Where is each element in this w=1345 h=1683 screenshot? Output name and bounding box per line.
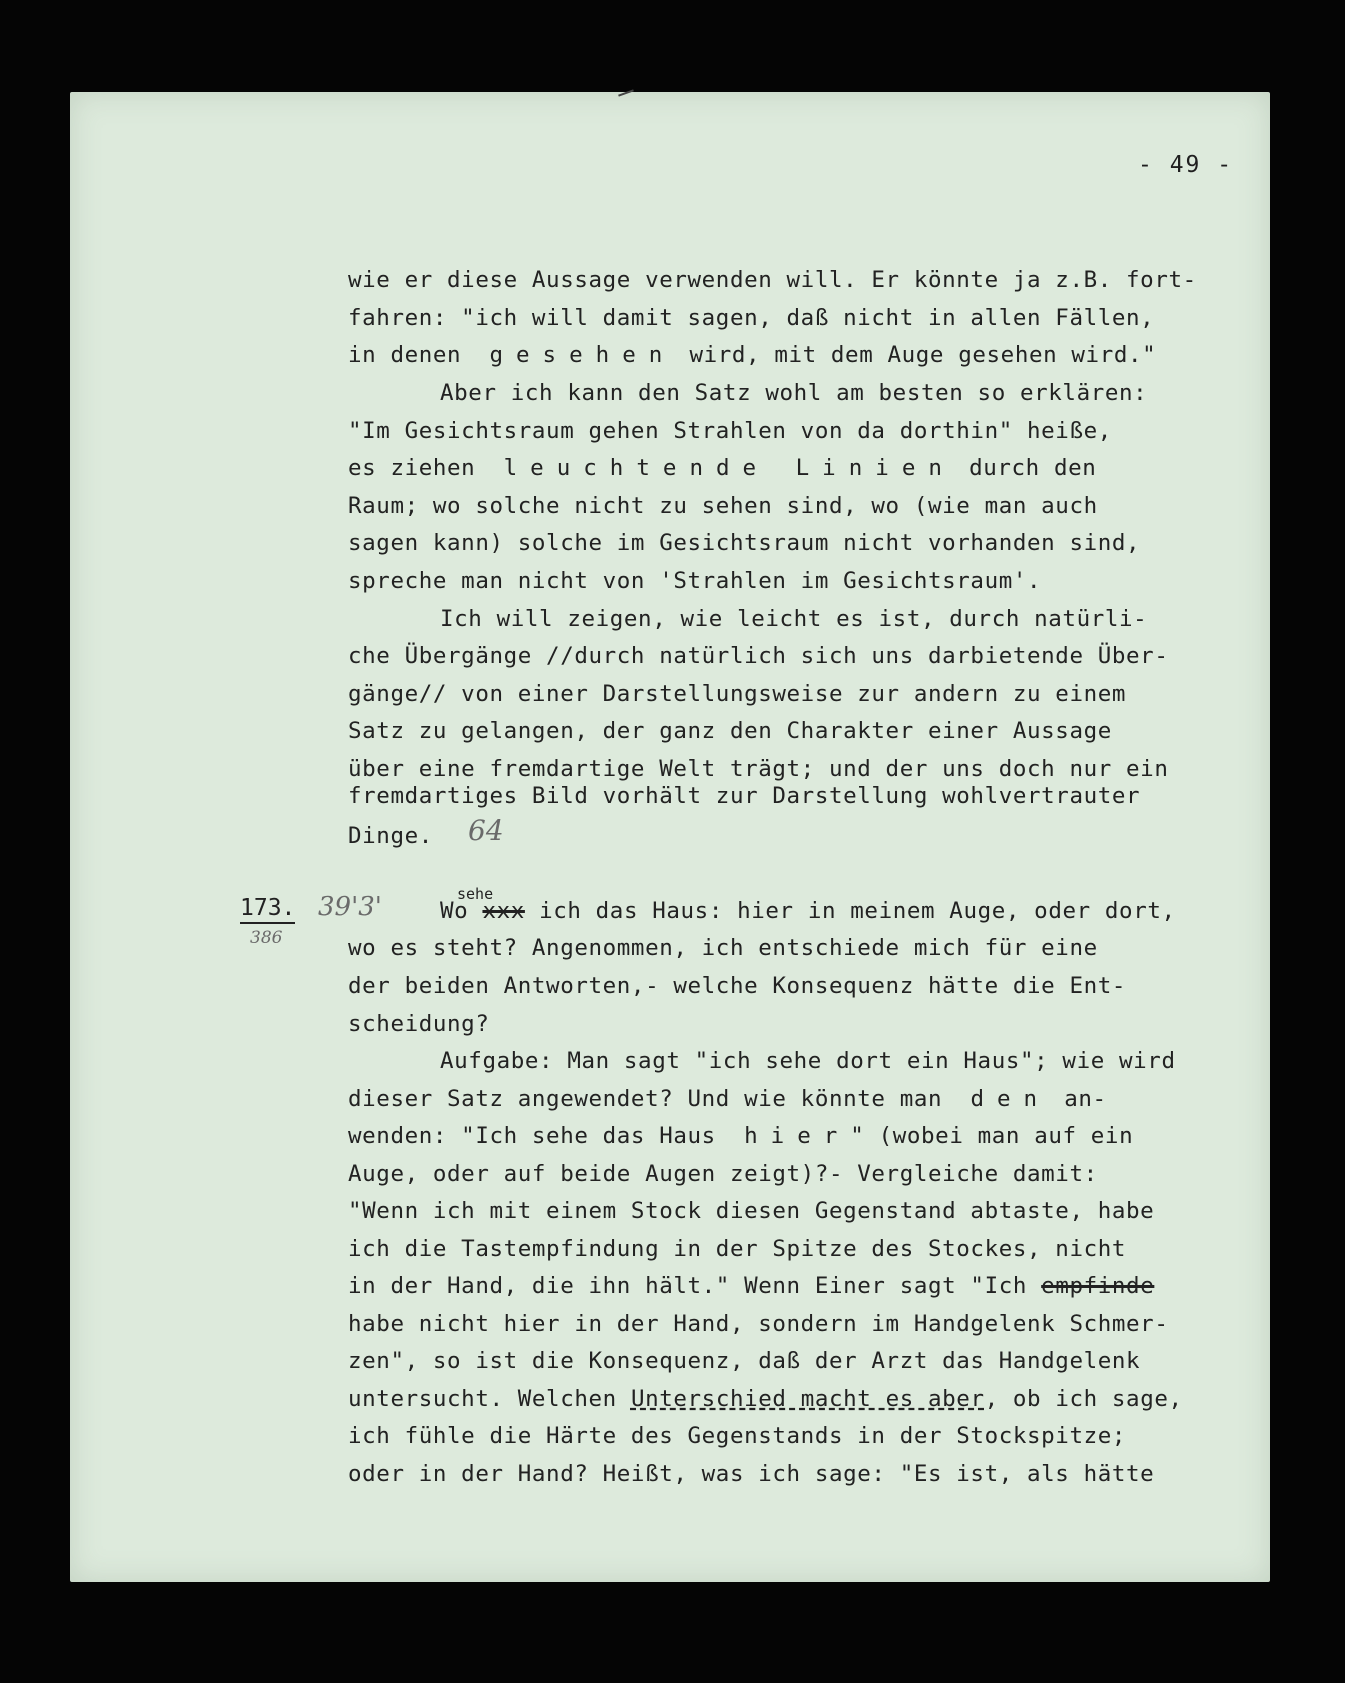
text-span: , ob ich sage, [984, 1386, 1183, 1412]
text-line [348, 342, 1156, 368]
text-span: untersucht. Welchen [348, 1386, 617, 1412]
text-line: Ich will zeigen, wie leicht es ist, durch natürli- [440, 606, 1148, 632]
text-line: "Im Gesichtsraum gehen Strahlen von da dorthin" heiße, [348, 418, 1112, 444]
text-span: " (wobei man auf ein [850, 1123, 1134, 1149]
page-number: - 49 - [1138, 152, 1234, 178]
text-line: fahren: "ich will damit sagen, daß nicht in allen Fällen, [348, 305, 1155, 331]
text-line [348, 1123, 1133, 1149]
text-span: an- [1064, 1086, 1107, 1112]
text-span: wenden: "Ich sehe das Haus [348, 1123, 716, 1149]
text-line [348, 1086, 1107, 1112]
text-line: gänge// von einer Darstellungsweise zur andern zu einem [348, 681, 1127, 707]
text-span: in denen [348, 342, 462, 368]
text-line: Satz zu gelangen, der ganz den Charakter einer Aussage [348, 718, 1112, 744]
text-span: wird, mit dem Auge gesehen wird." [689, 342, 1157, 368]
text-line: sagen kann) solche im Gesichtsraum nicht vorhanden sind, [348, 530, 1141, 556]
text-span: ich das Haus: hier in meinem Auge, oder dort, [539, 898, 1176, 924]
struck-word: xxx [482, 898, 525, 924]
text-line: wo es steht? Angenommen, ich entschiede mich für eine [348, 935, 1098, 961]
text-line: spreche man nicht von 'Strahlen im Gesichtsraum'. [348, 568, 1042, 594]
text-span: in der Hand, die ihn hält." Wenn Einer sagt "Ich [348, 1273, 1028, 1299]
section-number: 173. [240, 895, 295, 924]
inserted-word: sehe [457, 885, 494, 903]
text-span: Wo [440, 898, 469, 924]
struck-word: empfinde [1041, 1273, 1155, 1299]
text-line: fremdartiges Bild vorhält zur Darstellung wohlvertrauter [348, 783, 1141, 809]
text-line: der beiden Antworten,- welche Konsequenz hätte die Ent- [348, 973, 1127, 999]
handwritten-margin-note: 39'3' [318, 892, 382, 922]
text-line: habe nicht hier in der Hand, sondern im Handgelenk Schmer- [348, 1311, 1169, 1337]
text-line: Dinge. [348, 823, 433, 849]
text-line: ich fühle die Härte des Gegenstands in der Stockspitze; [348, 1423, 1127, 1449]
text-line: che Übergänge //durch natürlich sich uns darbietende Über- [348, 643, 1169, 669]
text-line: ich die Tastempfindung in der Spitze des Stockes, nicht [348, 1236, 1127, 1262]
spaced-word: leuchtende Linien [503, 455, 955, 481]
spaced-word: hier [744, 1123, 851, 1149]
text-line [348, 1273, 1154, 1299]
text-line [440, 898, 1176, 924]
text-line: scheidung? [348, 1011, 490, 1037]
text-line: Raum; wo solche nicht zu sehen sind, wo (wie man auch [348, 493, 1098, 519]
spaced-word: gesehen [489, 342, 676, 368]
text-line: Aufgabe: Man sagt "ich sehe dort ein Haus"; wie wird [440, 1048, 1176, 1074]
text-span: es ziehen [348, 455, 476, 481]
text-line: "Wenn ich mit einem Stock diesen Gegenstand abtaste, habe [348, 1198, 1155, 1224]
text-line: wie er diese Aussage verwenden will. Er könnte ja z.B. fort- [348, 267, 1197, 293]
spaced-word: den [970, 1086, 1051, 1112]
handwritten-note: 64 [468, 814, 504, 847]
text-line: zen", so ist die Konsequenz, daß der Arzt das Handgelenk [348, 1348, 1141, 1374]
text-line [348, 1386, 1183, 1412]
text-span: dieser Satz angewendet? Und wie könnte man [348, 1086, 943, 1112]
handwritten-margin-note: 386 [250, 928, 283, 948]
text-line: oder in der Hand? Heißt, was ich sage: "Es ist, als hätte [348, 1461, 1155, 1487]
text-line [348, 455, 1096, 481]
text-line: über eine fremdartige Welt trägt; und der uns doch nur ein [348, 756, 1169, 782]
text-line: Aber ich kann den Satz wohl am besten so erklären: [440, 380, 1148, 406]
underlined-phrase: Unterschied macht es aber [630, 1386, 985, 1412]
text-line: Auge, oder auf beide Augen zeigt)?- Vergleiche damit: [348, 1161, 1098, 1187]
text-span: durch den [969, 455, 1097, 481]
